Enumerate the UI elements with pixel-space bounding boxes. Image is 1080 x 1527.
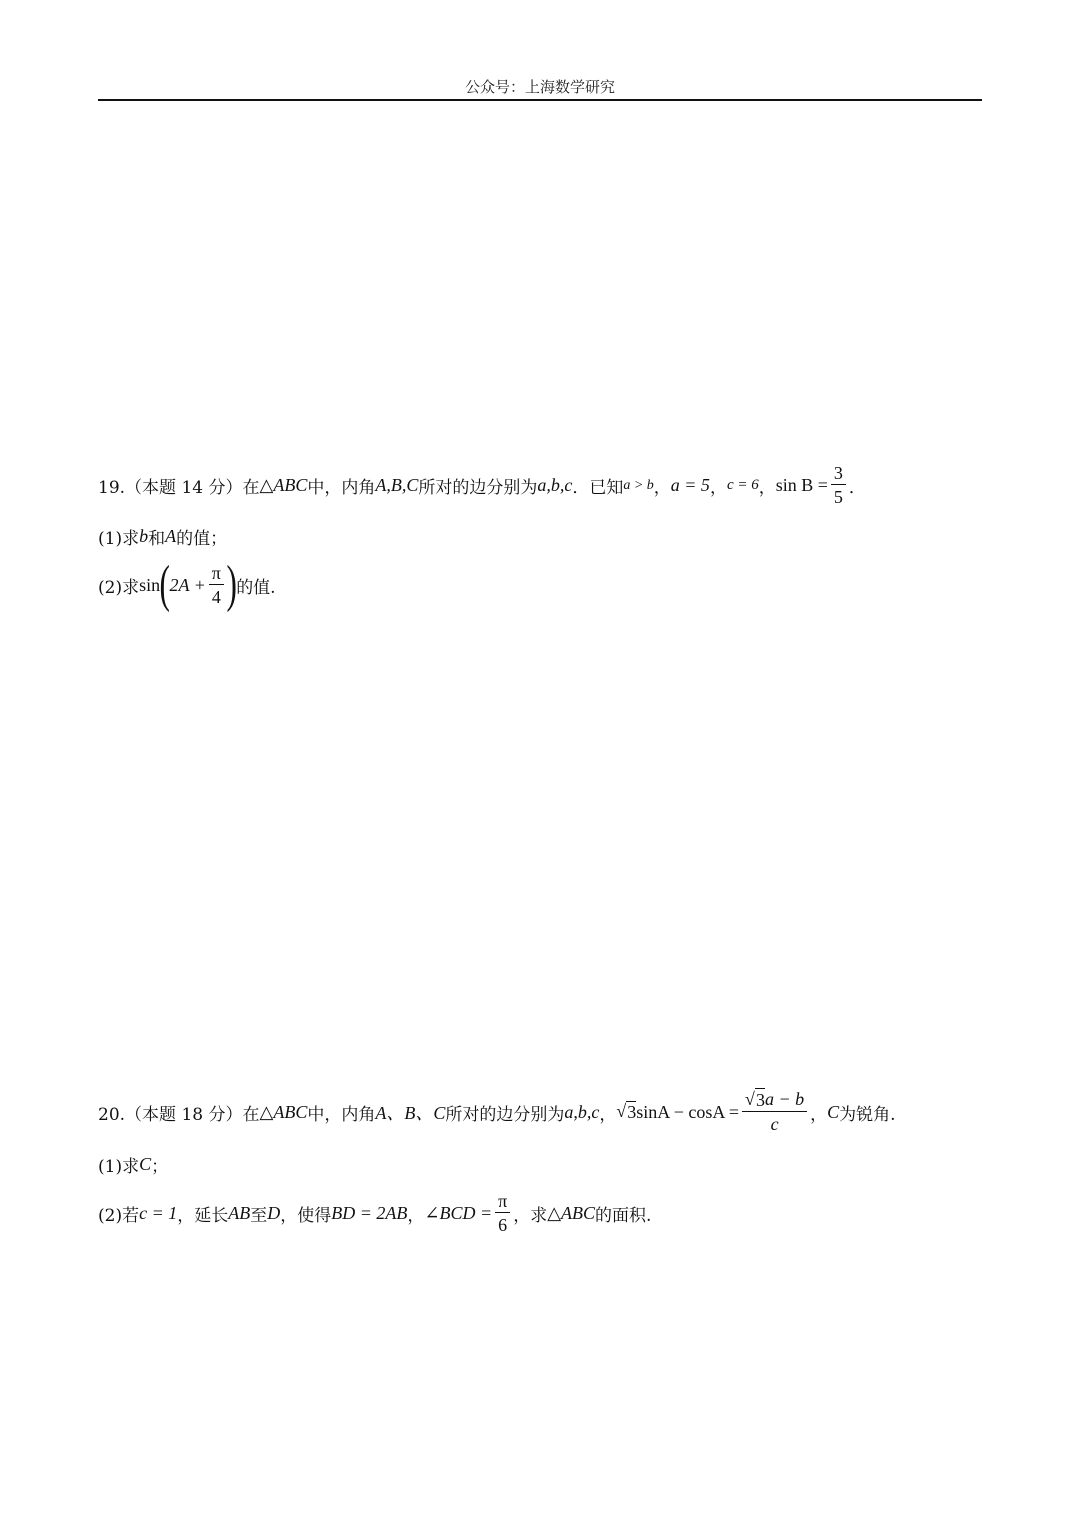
q20-rhs-numerator [742,1088,807,1112]
q19-part1-b: b [139,526,149,546]
q20-part1 [98,1152,168,1177]
q19-part1-A: A [165,526,177,546]
q20-comma: ， [599,1104,617,1125]
q20-rhs-fraction [742,1088,807,1136]
q20-stem [98,1088,896,1136]
q20-part2-end: 的面积. [595,1206,652,1226]
q20-angles: A、B、C [375,1103,446,1123]
q20-part2-equation: BD = 2AB [331,1203,408,1223]
q20-rhs-sqrt [745,1088,765,1111]
q20-part2-c1: c = 1 [139,1203,178,1223]
q19-angles: A,B,C [375,475,419,495]
q20-part2-denominator: 6 [498,1215,508,1235]
q20-part2-numerator: π [495,1190,510,1213]
q19-triangle-symbol: △ [259,475,274,495]
q20-part2-triangle-name: ABC [561,1203,596,1223]
q20-part2-AB: AB [228,1203,251,1223]
q19-part2-right-paren: ) [226,556,237,613]
q20-radical-icon: √ [616,1101,627,1121]
q20-triangle-name: ABC [273,1101,308,1122]
q20-sqrt3-value: 3 [627,1102,637,1122]
q20-part2-fraction [495,1190,510,1237]
header-rule [98,99,982,101]
q20-part2-D: D [267,1203,281,1223]
q20-part2-text-5: ，求 [513,1206,548,1226]
q19-sides: a,b,c [537,475,573,495]
q20-rhs-denominator: c [770,1114,779,1134]
q19-part2-label: (2)求 [98,577,140,598]
q20-rhs-radical-icon: √ [745,1089,755,1109]
q19-comma-2: ， [709,478,727,498]
q20-lead: 20.（本题 18 分）在 [98,1104,260,1125]
q19-condition-c: c = 6 [726,477,759,493]
q20-part1-C: C [139,1154,152,1174]
q20-text-1: 中，内角 [307,1104,376,1125]
q19-text-3: ．已知 [572,478,624,498]
q19-comma-1: ， [653,478,671,498]
q19-stem [98,462,866,509]
q19-end: ． [848,478,866,498]
q20-part2 [98,1190,651,1237]
q20-text-3: ， [810,1104,828,1125]
q19-part2-left-paren: ( [159,556,170,613]
q20-lhs: sinA − cosA = [636,1101,740,1122]
q20-part2-angle: ∠BCD = [424,1203,493,1223]
q19-triangle-name: ABC [273,475,308,495]
q19-part2-fraction [209,562,224,609]
q19-part2-denominator: 4 [211,586,221,607]
q19-condition-a: a = 5 [670,475,710,495]
q20-part2-label: (2)若 [98,1206,140,1226]
q19-part1-and: 和 [148,529,166,549]
q19-text-2: 所对的边分别为 [418,478,538,498]
q19-sinB-fraction [831,462,846,509]
q19-sinB-label: sin B = [775,475,828,495]
q20-part2-text-1: ，延长 [177,1206,229,1226]
q20-C: C [827,1101,840,1122]
q20-sides: a,b,c [564,1101,600,1122]
q20-part2-triangle-symbol: △ [547,1203,562,1223]
q20-text-4: 为锐角. [839,1104,896,1125]
q20-part2-text-2: 至 [250,1206,268,1226]
q19-part1 [98,524,227,549]
q19-part2-numerator: π [209,562,224,585]
q19-part1-label: (1)求 [98,529,140,549]
q20-sqrt3 [616,1101,636,1123]
q20-part2-text-3: ，使得 [280,1206,332,1226]
q19-part1-end: 的值； [176,529,228,549]
q19-comma-3: ， [758,478,776,498]
q19-part2-sin: sin [139,574,161,595]
q20-rhs-num-rest: a − b [764,1089,805,1109]
q20-triangle-symbol: △ [259,1101,274,1122]
q20-rhs-sqrt-value: 3 [755,1090,765,1110]
q19-sinB-denominator: 5 [833,487,843,507]
q19-lead: 19.（本题 14 分）在 [98,478,260,498]
q20-part1-label: (1)求 [98,1157,140,1177]
q20-part2-text-4: ， [407,1206,425,1226]
q20-part1-end: ； [151,1157,169,1177]
q20-text-2: 所对的边分别为 [445,1104,565,1125]
q19-part2-arg: 2A + [169,574,206,595]
q19-part2-end: 的值. [236,577,276,598]
page-header: 公众号：上海数学研究 [464,78,615,96]
q19-condition-a-gt-b: a > b [623,477,654,493]
q19-text-1: 中，内角 [307,478,376,498]
q19-sinB-numerator: 3 [831,462,846,485]
q19-part2 [98,556,276,613]
